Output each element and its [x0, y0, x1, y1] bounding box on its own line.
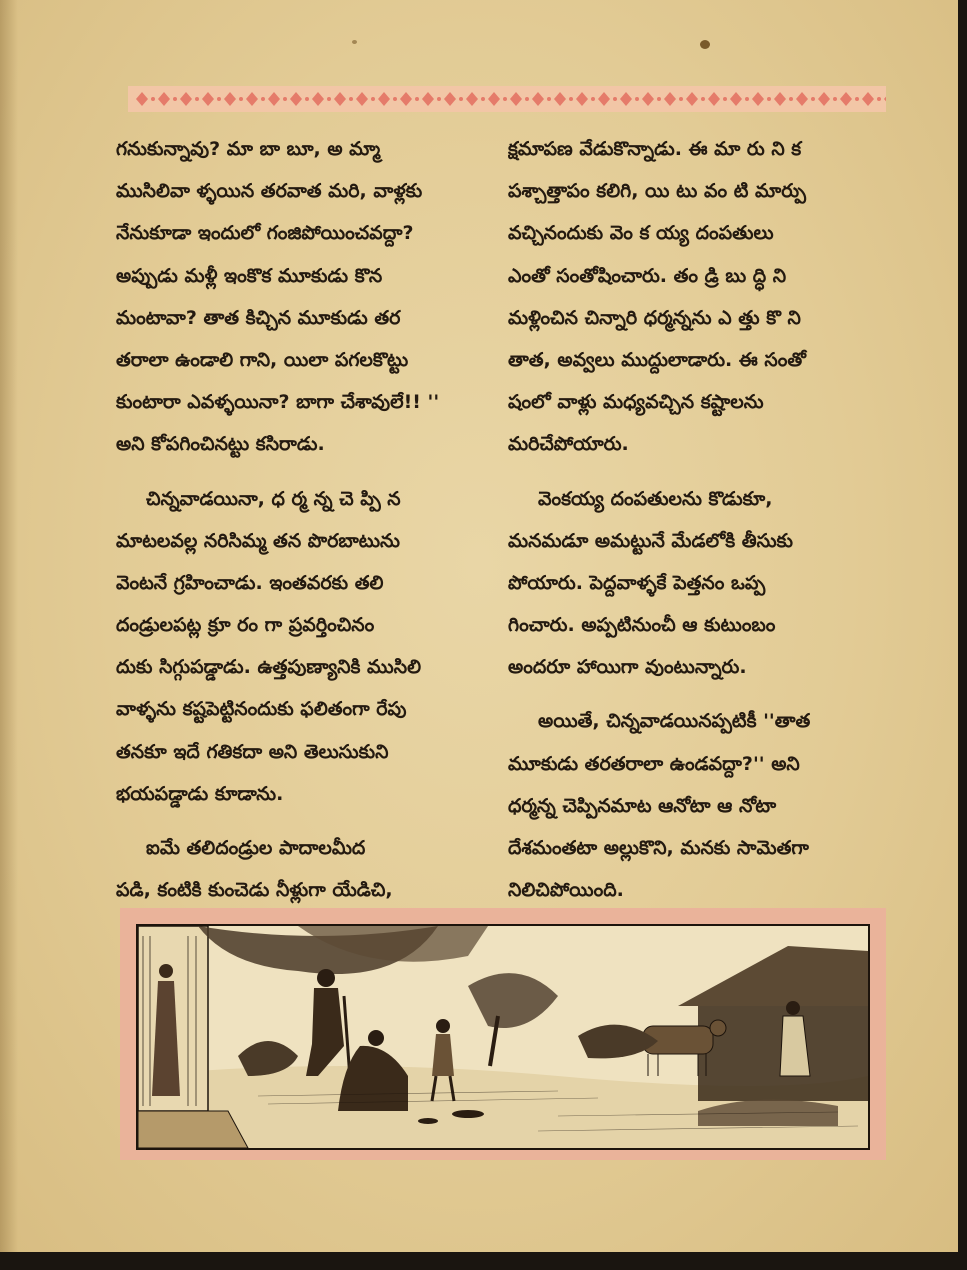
right-text-column [508, 128, 880, 911]
illustration-drawing [138, 926, 868, 1148]
ornament-dot [151, 97, 155, 101]
text-line: మూకుడు తరతరాలా ఉండవద్దా?'' అని [508, 752, 800, 775]
ornament-diamond [268, 92, 280, 106]
ornament-dot [415, 97, 419, 101]
text-line: తాత, అవ్వలు ముద్దులాడారు. ఈ సంతో [508, 348, 806, 371]
ornament-dot [547, 97, 551, 101]
ornament-dot [525, 97, 529, 101]
ornament-diamond [796, 92, 808, 106]
text-line: చిన్నవాడయినా, ధ ర్మ న్న చె ప్పి న [146, 487, 401, 510]
ornament-diamond [620, 92, 632, 106]
text-line: భయపడ్డాడు కూడాను. [116, 782, 284, 805]
ornament-dot [569, 97, 573, 101]
ornament-diamond [510, 92, 522, 106]
text-line: వాళ్ళను కష్టపెట్టినందుకు ఫలితంగా రేపు [116, 698, 407, 721]
ornament-dot [261, 97, 265, 101]
text-line: షంలో వాళ్లు మధ్యవచ్చిన కష్టాలను [508, 391, 764, 414]
ornament-diamond [378, 92, 390, 106]
ornament-diamond [356, 92, 368, 106]
ornament-diamond [664, 92, 676, 106]
text-line: కుంటారా ఎవళ్ళయినా? బాగా చేశావులే!! '' [116, 391, 440, 414]
text-line: అని కోపగించినట్టు కసిరాడు. [116, 433, 325, 456]
text-line: పోయారు. పెద్దవాళ్ళకే పెత్తనం ఒప్ప [508, 571, 766, 594]
ornament-dot [679, 97, 683, 101]
text-line: క్షమాపణ వేడుకొన్నాడు. ఈ మా రు ని క [508, 138, 802, 160]
ornament-diamond [730, 92, 742, 106]
ornament-diamond [752, 92, 764, 106]
decorative-border-strip [128, 86, 886, 112]
text-line: నేనుకూడా ఇందులో గంజిపోయించవద్దా? [116, 222, 414, 245]
ornament-diamond [576, 92, 588, 106]
ornament-diamond [400, 92, 412, 106]
ornament-dot [877, 97, 881, 101]
ornament-diamond [158, 92, 170, 106]
ornament-dot [437, 97, 441, 101]
ornament-diamond [554, 92, 566, 106]
ornament-diamond [312, 92, 324, 106]
ornament-dot [503, 97, 507, 101]
text-line: మళ్లించిన చిన్నారి ధర్మన్నను ఎ త్తు కొ ని [508, 306, 801, 329]
text-line: మాటలవల్ల నరిసిమ్మ తన పొరబాటును [116, 529, 400, 552]
ornament-dot [481, 97, 485, 101]
ornament-diamond [774, 92, 786, 106]
text-line: అయితే, చిన్నవాడయినప్పటికీ ''తాత [538, 710, 811, 733]
text-line: దండ్రులపట్ల క్రూ రం గా ప్రవర్తించినం [116, 614, 375, 637]
ornament-dot [239, 97, 243, 101]
ornament-diamond [180, 92, 192, 106]
ornament-dot [635, 97, 639, 101]
paragraph-gap [508, 466, 880, 478]
ornament-dot [745, 97, 749, 101]
ornament-dot [283, 97, 287, 101]
text-line: గనుకున్నావు? మా బా బూ, అ మ్మా [116, 138, 381, 160]
ornament-dot [327, 97, 331, 101]
left-text-column [116, 128, 488, 911]
ornament-dot [349, 97, 353, 101]
ornament-diamond [334, 92, 346, 106]
text-line: పశ్చాత్తాపం కలిగి, యి టు వం టి మార్పు [508, 180, 806, 203]
paragraph-gap [116, 815, 488, 827]
text-line: అందరూ హాయిగా వుంటున్నారు. [508, 656, 747, 679]
ornament-dot [459, 97, 463, 101]
text-line: తనకూ ఇదే గతికదా అని తెలుసుకుని [116, 740, 389, 763]
text-line: వచ్చినందుకు వెం క య్య దంపతులు [508, 222, 774, 245]
ornament-dot [371, 97, 375, 101]
ornament-diamond [422, 92, 434, 106]
ornament-dot [855, 97, 859, 101]
paragraph-gap [116, 466, 488, 478]
ornament-diamond [202, 92, 214, 106]
ornament-diamond [466, 92, 478, 106]
text-line: మనమడూ అమట్టునే మేడలోకి తీసుకు [508, 529, 794, 552]
ornament-diamond [840, 92, 852, 106]
text-line: మరిచేపోయారు. [508, 433, 629, 456]
ornament-dot [217, 97, 221, 101]
paper-speck [700, 40, 710, 49]
ornament-dot [701, 97, 705, 101]
ornament-dot [393, 97, 397, 101]
ornament-diamond [532, 92, 544, 106]
illustration-frame [120, 908, 886, 1160]
text-line: మంటావా? తాత కిచ్చిన మూకుడు తర [116, 306, 401, 329]
text-line: ఐమే తలిదండ్రుల పాదాలమీద [146, 837, 366, 859]
text-line: దుకు సిగ్గుపడ్డాడు. ఉత్తపుణ్యానికి ముసిలి [116, 656, 421, 679]
ornament-diamond [884, 92, 886, 106]
ornament-dot [723, 97, 727, 101]
ornament-dot [789, 97, 793, 101]
ornament-pattern [128, 86, 886, 112]
ornament-diamond [818, 92, 830, 106]
ornament-diamond [224, 92, 236, 106]
text-line: దేశమంతటా అల్లుకొని, మనకు సామెతగా [508, 837, 809, 859]
ornament-diamond [598, 92, 610, 106]
page-edge-shadow [0, 0, 18, 1252]
ornament-diamond [862, 92, 874, 106]
ornament-dot [767, 97, 771, 101]
text-line: తరాలా ఉండాలి గాని, యిలా పగలకొట్టు [116, 348, 409, 371]
ornament-dot [613, 97, 617, 101]
ornament-diamond [708, 92, 720, 106]
ornament-diamond [686, 92, 698, 106]
ornament-diamond [488, 92, 500, 106]
ornament-diamond [290, 92, 302, 106]
text-line: ముసిలివా ళ్ళయిన తరవాత మరి, వాళ్లకు [116, 180, 423, 203]
text-line: ఎంతో సంతోషించారు. తం డ్రి బు ద్ధి ని [508, 264, 787, 287]
text-line: పడి, కంటికి కుంచెడు నీళ్లుగా యేడిచి, [116, 879, 393, 902]
ornament-dot [591, 97, 595, 101]
ornament-diamond [246, 92, 258, 106]
text-line: ధర్మన్న చెప్పినమాట ఆనోటా ఆ నోటా [508, 794, 777, 817]
ornament-diamond [444, 92, 456, 106]
ornament-diamond [136, 92, 148, 106]
text-line: వెంటనే గ్రహించాడు. ఇంతవరకు తలి [116, 571, 384, 594]
ornament-dot [811, 97, 815, 101]
village-scene-illustration [136, 924, 870, 1150]
ornament-dot [833, 97, 837, 101]
ornament-dot [195, 97, 199, 101]
text-line: అప్పుడు మళ్లీ ఇంకొక మూకుడు కొన [116, 264, 383, 287]
paragraph-gap [508, 688, 880, 700]
ornament-dot [305, 97, 309, 101]
ornament-dot [657, 97, 661, 101]
text-line: నిలిచిపోయింది. [508, 879, 624, 902]
text-line: గించారు. అప్పటినుంచీ ఆ కుటుంబం [508, 614, 776, 637]
ornament-dot [173, 97, 177, 101]
paper-speck [352, 40, 357, 44]
text-line: వెంకయ్య దంపతులను కొడుకూ, [538, 487, 773, 510]
ornament-diamond [642, 92, 654, 106]
